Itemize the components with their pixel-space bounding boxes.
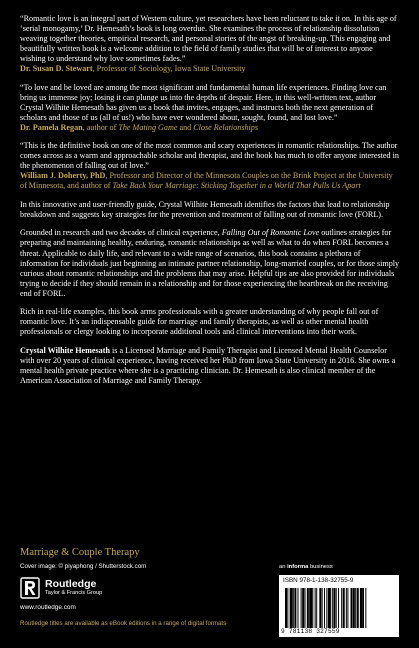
barcode-bar bbox=[324, 588, 325, 628]
description-paragraph bbox=[20, 228, 400, 298]
description-paragraph: In this innovative and user-friendly guide, Crystal Wilhite Hemesath identifies the factors that lead to relationship breakdown and suggests key strategies for the prevention and treatment of falling out of romantic love (FORL). bbox=[20, 199, 390, 219]
author-bio-text: is a Licensed Marriage and Family Therapist and Licensed Mental Health Counselor with over 20 years of clinical experience, having received her PhD from Iowa State University in 2016. She owns a mental health private practice where she is a practicing clinician. Dr. Hemesath is also clinical member of the American Association of Marriage and Family Therapy. bbox=[20, 345, 396, 385]
barcode-bar bbox=[363, 588, 364, 628]
publisher-logo bbox=[20, 576, 102, 600]
reviewer-name: William J. Doherty, PhD bbox=[20, 171, 106, 181]
ebook-note: Routledge titles are available as eBook editions in a range of digital formats bbox=[20, 620, 227, 627]
reviewer-name: Dr. Pamela Regan bbox=[20, 122, 83, 132]
barcode-bar bbox=[360, 588, 363, 628]
review-regan bbox=[20, 83, 400, 133]
back-cover-text bbox=[20, 14, 400, 394]
review-attribution bbox=[20, 64, 400, 74]
barcode-bar bbox=[322, 588, 323, 628]
review-attribution bbox=[20, 123, 400, 133]
series-title: Marriage & Couple Therapy bbox=[20, 547, 140, 558]
barcode-bar bbox=[328, 588, 331, 628]
barcode-bar bbox=[287, 588, 288, 628]
barcode-digits: 9 781138 327559 bbox=[281, 628, 340, 635]
author-bio bbox=[20, 346, 400, 386]
informa-business-tag: an informa business bbox=[279, 564, 333, 570]
barcode-bar bbox=[309, 588, 312, 628]
publisher-url[interactable]: www.routledge.com bbox=[20, 604, 76, 611]
barcode-bar bbox=[315, 588, 316, 628]
barcode-bar bbox=[285, 588, 287, 628]
review-quote: “This is the definitive book on one of the most common and scary experiences in romantic relationships. The author comes across as a warm and approachable scholar and therapist, and the book has much to offer anyone interested in the phenomenon of falling out of love.” bbox=[20, 141, 399, 171]
barcode-bar bbox=[302, 588, 304, 628]
barcode-bar bbox=[365, 588, 366, 628]
barcode-bar bbox=[347, 588, 348, 628]
barcode-bar bbox=[316, 588, 317, 628]
barcode-panel bbox=[279, 575, 399, 637]
reviewer-role: , author of bbox=[82, 122, 119, 132]
review-quote: “Romantic love is an integral part of Western culture, yet researchers have been reluctant to take it on. In this age of ‘serial monogamy,’ Dr. Hemesath’s book is long overdue. She examines the process of relationship dissolution weaving together theories, empirical research, and personal stories of the angst of breaking-up. This engaging and beautifully written book is a welcome addition to the field of family studies that will be of interest to anyone wishing to understand why love sometimes fades.” bbox=[20, 14, 397, 64]
barcode-bar bbox=[343, 588, 345, 628]
barcode-bar bbox=[346, 588, 347, 628]
barcode-bar bbox=[290, 588, 293, 628]
reviewer-role: and bbox=[177, 122, 194, 132]
barcode-bar bbox=[341, 588, 342, 628]
barcode-bar bbox=[333, 588, 335, 628]
author-name: Crystal Wilhite Hemesath bbox=[20, 345, 110, 355]
barcode-bar bbox=[338, 588, 339, 628]
barcode-bar bbox=[297, 588, 298, 628]
reviewer-role: , Professor and Director of the Minnesota Couples on the Brink Project at the University of Minnesota, and author of bbox=[20, 171, 393, 191]
barcode-bar bbox=[357, 588, 359, 628]
barcode-bar bbox=[307, 588, 309, 628]
barcode-bar bbox=[301, 588, 302, 628]
description-paragraph: Rich in real-life examples, this book arms professionals with a greater understanding of why people fall out of romantic love. It’s an indispensable guide for marriage and family therapists, as well as other mental health professionals or clergy looking to incorporate additional tools and clinical interventions into their work. bbox=[20, 307, 379, 337]
isbn-label: ISBN 978-1-138-32755-9 bbox=[283, 577, 354, 584]
barcode-bar bbox=[355, 588, 356, 628]
review-doherty bbox=[20, 141, 400, 191]
review-quote: “To love and be loved are among the most significant and fundamental human life experiences. Finding love can bring us immense joy; losing it can plunge us into the depths of despair. Here, in this well-written text, author Crystal Wilhite Hemesath has given us a book that invites, engages, and instructs both the next generation of scholars and those of us (all of us!) who have ever wondered about, sought, found, and lost love.” bbox=[20, 82, 387, 122]
barcode-bar bbox=[294, 588, 296, 628]
barcode-icon bbox=[283, 588, 395, 628]
barcode-bar bbox=[353, 588, 355, 628]
barcode-bar bbox=[312, 588, 313, 628]
reviewer-book-title: Take Back Your Marriage: Sticking Together in a World That Pulls Us Apart bbox=[112, 181, 361, 191]
reviewer-name: Dr. Susan D. Stewart bbox=[20, 64, 93, 74]
barcode-bar bbox=[351, 588, 353, 628]
paragraph-text: outlines strategies for preparing and maintaining healthy, enduring, romantic relationships as well as what to do when FORL becomes a threat. Applicable to daily life, and relevant to a wide range of scenarios, this book contains a plethora of information for individuals just beginning an intimate partner relationship, long-married couples, or for those simply curious about romantic relationships and the problems that may arise. Helpful tips are also provided for individuals trying to decide if they should remain in a relationship and for those experiencing the heartbreak on the receiving end of FORL. bbox=[20, 228, 400, 298]
reviewer-book-title: Close Relationships bbox=[193, 122, 259, 132]
barcode-bar bbox=[326, 588, 327, 628]
cover-credit: Cover image: © piyaphong / Shutterstock.com bbox=[20, 563, 147, 570]
review-stewart bbox=[20, 14, 400, 74]
informa-brand: informa bbox=[287, 564, 309, 570]
routledge-logo-icon bbox=[20, 577, 40, 599]
book-title: Falling Out of Romantic Love bbox=[221, 228, 320, 238]
barcode-bar bbox=[305, 588, 306, 628]
publisher-group: Taylor & Francis Group bbox=[45, 590, 103, 596]
publisher-name: Routledge bbox=[45, 578, 97, 590]
paragraph-text: Grounded in research and two decades of clinical experience, bbox=[20, 228, 222, 238]
review-attribution bbox=[20, 171, 400, 191]
reviewer-role: , Professor of Sociology, Iowa State University bbox=[92, 64, 246, 74]
barcode-bar bbox=[293, 588, 294, 628]
barcode-bar bbox=[319, 588, 321, 628]
reviewer-book-title: The Mating Game bbox=[118, 122, 178, 132]
barcode-bar bbox=[332, 588, 333, 628]
barcode-bar bbox=[336, 588, 337, 628]
